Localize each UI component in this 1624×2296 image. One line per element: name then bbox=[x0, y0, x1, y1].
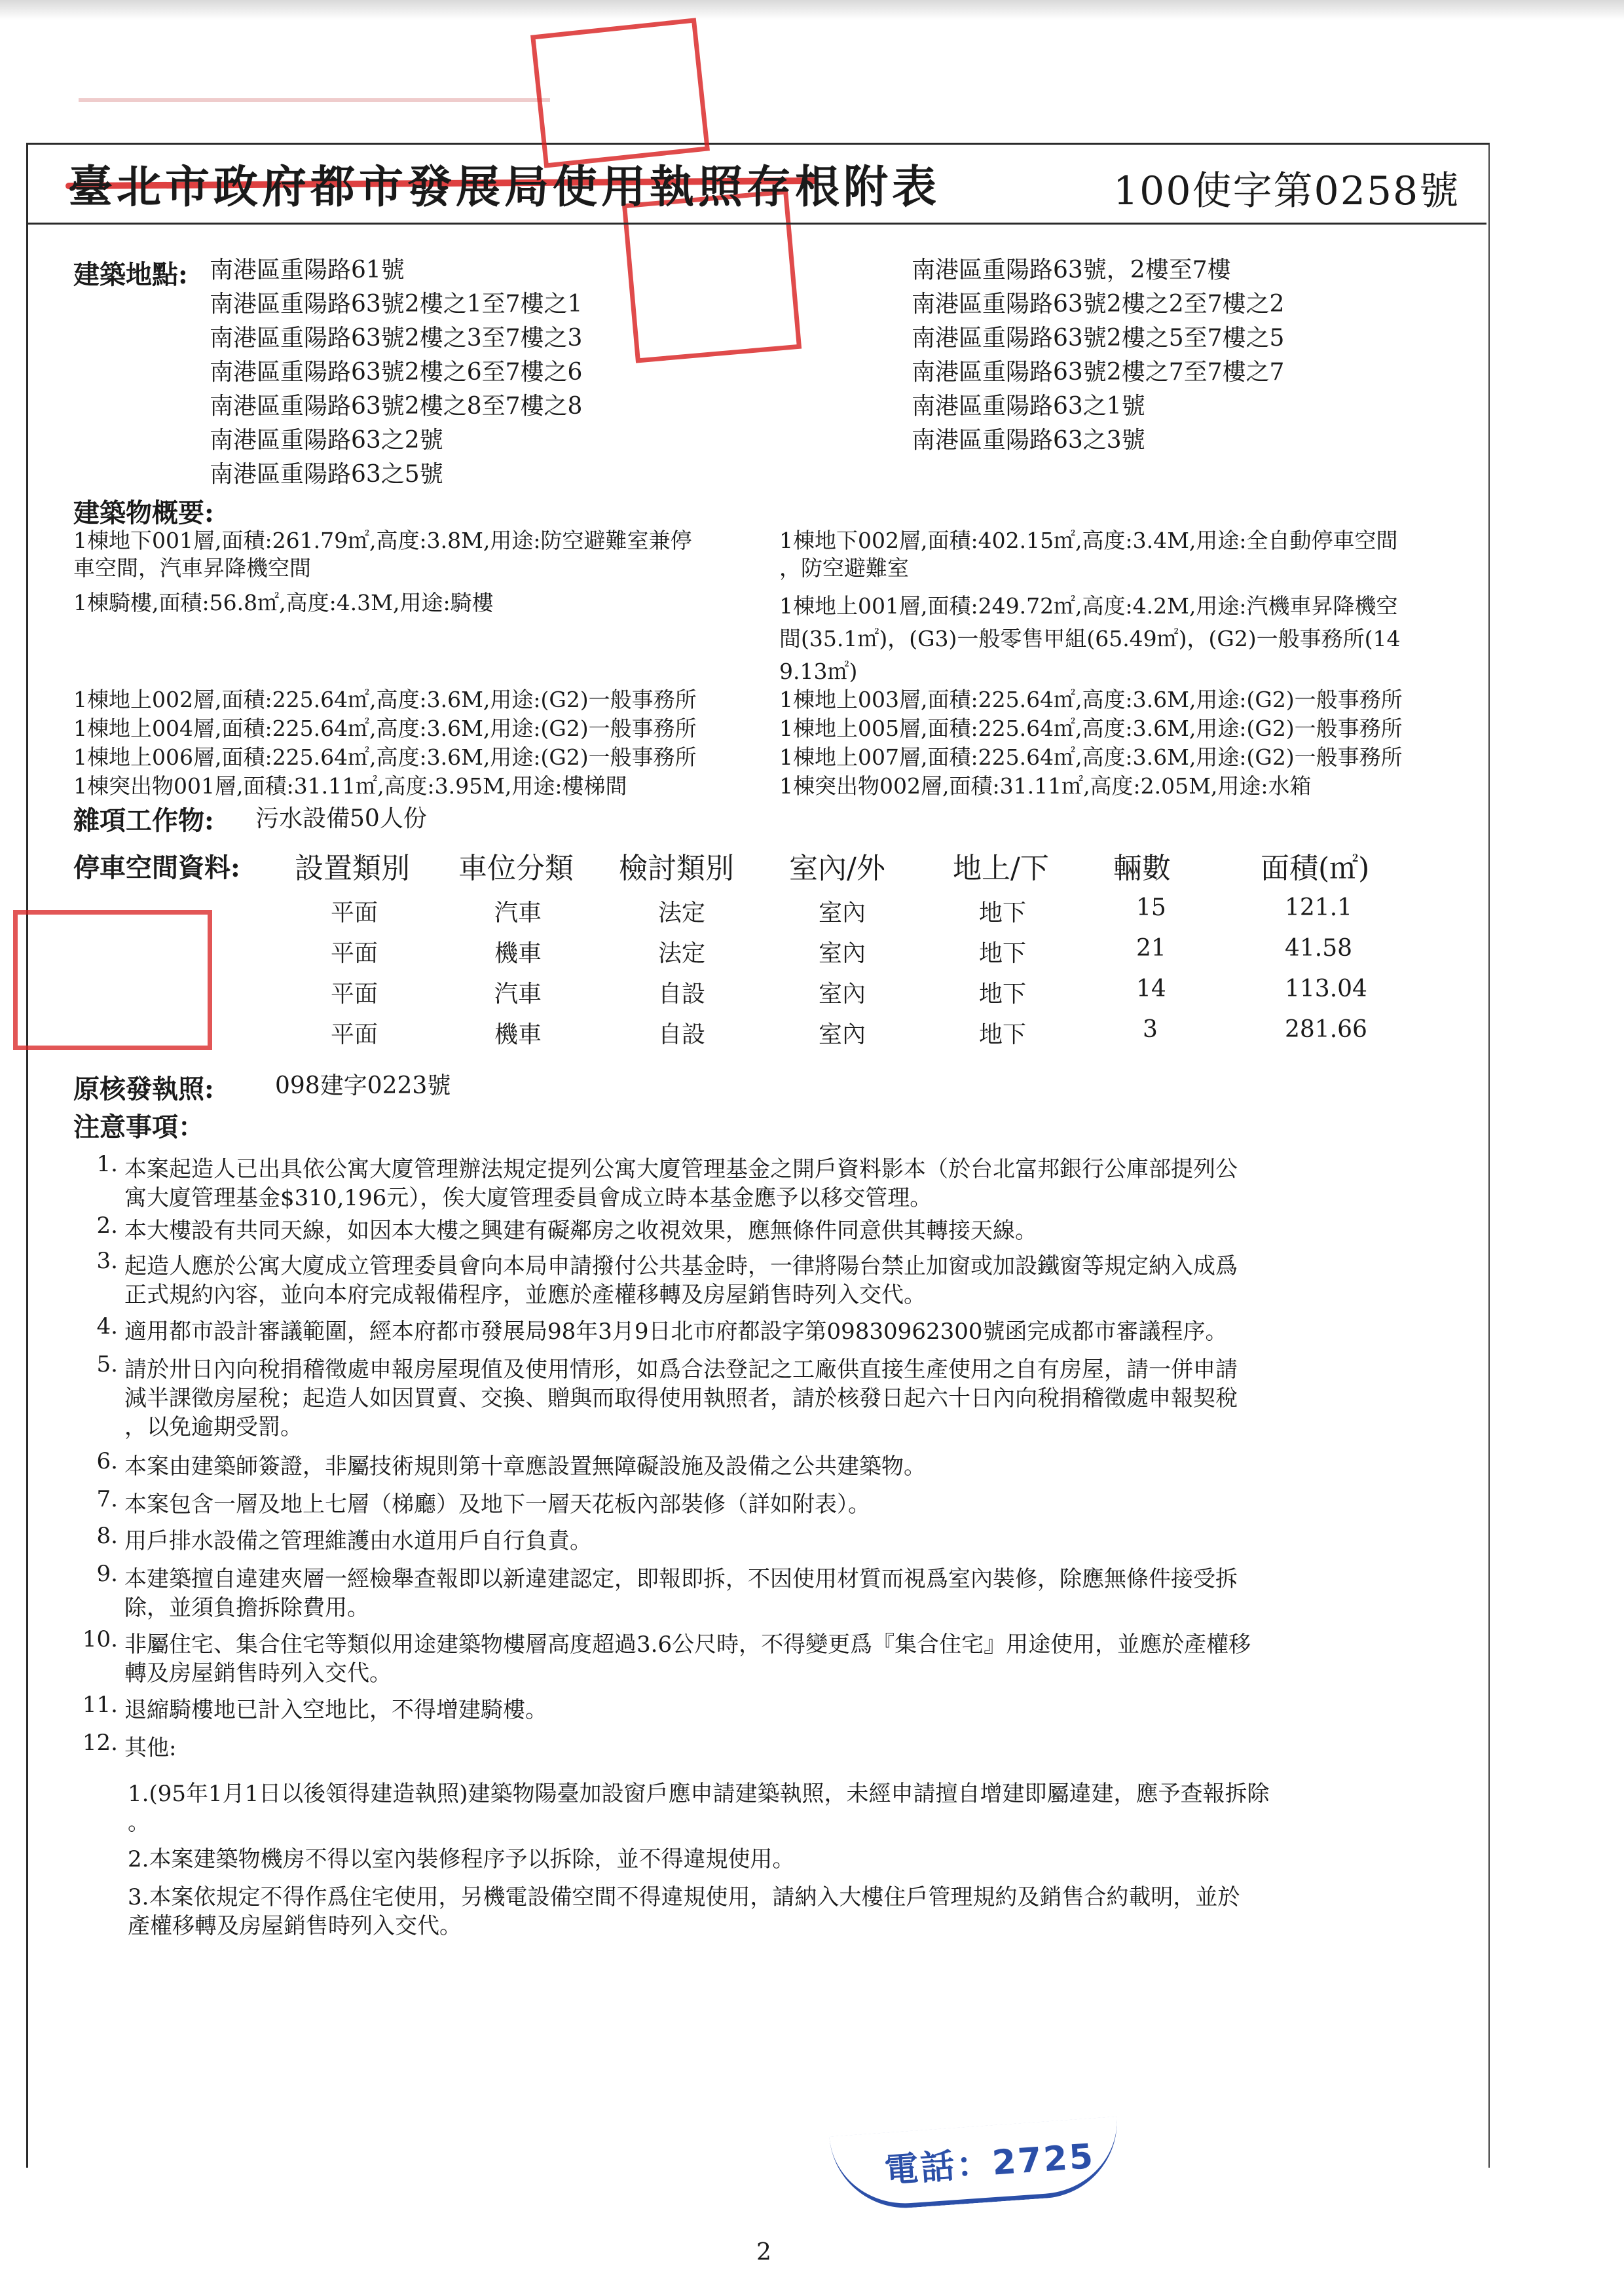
note-number-6: 6. bbox=[96, 1448, 118, 1474]
middle-seal-stamp bbox=[622, 189, 802, 363]
parking-row1-count: 21 bbox=[1136, 935, 1166, 962]
parking-row3-count: 3 bbox=[1143, 1016, 1158, 1043]
parking-header-1: 車位分類 bbox=[458, 852, 574, 885]
building-b10: 1棟地上007層,面積:225.64㎡,高度:3.6M,用途:(G2)一般事務所 bbox=[779, 744, 1403, 770]
note-12-sub3-line1: 3.本案依規定不得作爲住宅使用，另機電設備空間不得違規使用，請納入大樓住戶管理規約及銷售合約載明，並於 bbox=[128, 1884, 1240, 1910]
parking-row2-vehicle: 汽車 bbox=[494, 981, 542, 1008]
address-right-1: 南港區重陽路63號2樓之2至7樓之2 bbox=[912, 291, 1285, 318]
note-number-4: 4. bbox=[96, 1313, 118, 1339]
parking-row2-review: 自設 bbox=[658, 981, 706, 1008]
note-5-line3: ，以免逾期受罰。 bbox=[124, 1414, 303, 1440]
parking-row3-indoor: 室內 bbox=[819, 1021, 866, 1048]
address-left-4: 南港區重陽路63號2樓之8至7樓之8 bbox=[210, 393, 583, 420]
note-10-line2: 轉及房屋銷售時列入交代。 bbox=[124, 1660, 392, 1686]
parking-row3-review: 自設 bbox=[658, 1021, 706, 1048]
top-seal-stamp bbox=[530, 18, 710, 168]
note-9-line1: 本建築擅自違建夾層一經檢舉查報即以新違建認定，即報即拆，不因使用材質而視爲室內裝修，除應無條件接受拆 bbox=[124, 1566, 1238, 1592]
parking-row0-indoor: 室內 bbox=[819, 900, 866, 926]
address-left-2: 南港區重陽路63號2樓之3至7樓之3 bbox=[210, 325, 583, 352]
address-label: 建築地點: bbox=[73, 259, 188, 290]
building-b4-line2: 間(35.1㎡)，(G3)一般零售甲組(65.49㎡)，(G2)一般事務所(14 bbox=[779, 626, 1401, 651]
note-12-sub3-line2: 產權移轉及房屋銷售時列入交代。 bbox=[128, 1913, 462, 1939]
address-left-1: 南港區重陽路63號2樓之1至7樓之1 bbox=[210, 291, 583, 318]
parking-row0-count: 15 bbox=[1136, 894, 1166, 921]
parking-row0-type: 平面 bbox=[331, 900, 378, 926]
page-number: 2 bbox=[756, 2239, 771, 2266]
address-left-0: 南港區重陽路61號 bbox=[210, 257, 405, 283]
parking-row3-vehicle: 機車 bbox=[494, 1021, 542, 1048]
building-b8: 1棟地上005層,面積:225.64㎡,高度:3.6M,用途:(G2)一般事務所 bbox=[779, 716, 1403, 741]
notes-label: 注意事項： bbox=[73, 1112, 204, 1142]
parking-row0-area: 121.1 bbox=[1285, 894, 1353, 921]
misc-value: 污水設備50人份 bbox=[255, 805, 427, 832]
building-b11: 1棟突出物001層,面積:31.11㎡,高度:3.95M,用途:樓梯間 bbox=[73, 773, 627, 799]
note-number-8: 8. bbox=[96, 1523, 118, 1549]
parking-header-0: 設置類別 bbox=[295, 852, 410, 885]
parking-header-4: 地上/下 bbox=[953, 852, 1049, 885]
note-12-sub1-line2: 。 bbox=[128, 1810, 150, 1836]
note-6: 本案由建築師簽證，非屬技術規則第十章應設置無障礙設施及設備之公共建築物。 bbox=[124, 1453, 926, 1480]
address-right-2: 南港區重陽路63號2樓之5至7樓之5 bbox=[912, 325, 1285, 352]
building-b7: 1棟地上004層,面積:225.64㎡,高度:3.6M,用途:(G2)一般事務所 bbox=[73, 716, 697, 741]
building-label: 建築物概要: bbox=[73, 498, 214, 528]
note-number-7: 7. bbox=[96, 1486, 118, 1512]
parking-row3-level: 地下 bbox=[979, 1021, 1027, 1048]
parking-row0-vehicle: 汽車 bbox=[494, 900, 542, 926]
note-number-11: 11. bbox=[82, 1692, 118, 1718]
building-b3: 1棟騎樓,面積:56.8㎡,高度:4.3M,用途:騎樓 bbox=[73, 590, 494, 615]
document-title: 臺北市政府都市發展局使用執照存根附表 bbox=[68, 161, 941, 213]
note-8: 用戶排水設備之管理維護由水道用戶自行負責。 bbox=[124, 1528, 592, 1554]
note-12-sub2: 2.本案建築物機房不得以室內裝修程序予以拆除，並不得違規使用。 bbox=[128, 1846, 795, 1872]
note-2: 本大樓設有共同天線，如因本大樓之興建有礙鄰房之收視效果，應無條件同意供其轉接天線。 bbox=[124, 1218, 1037, 1244]
address-right-5: 南港區重陽路63之3號 bbox=[912, 427, 1145, 454]
address-right-3: 南港區重陽路63號2樓之7至7樓之7 bbox=[912, 359, 1285, 386]
note-number-9: 9. bbox=[96, 1561, 118, 1587]
note-12-sub1-line1: 1.(95年1月1日以後領得建造執照)建築物陽臺加設窗戶應申請建築執照，未經申請擅自增建即屬違建，應予查報拆除 bbox=[128, 1781, 1270, 1807]
note-1-line2: 寓大廈管理基金$310,196元），俟大廈管理委員會成立時本基金應予以移交管理。 bbox=[124, 1185, 932, 1211]
note-3-line1: 起造人應於公寓大廈成立管理委員會向本局申請撥付公共基金時，一律將陽台禁止加窗或加設鐵窗等規定納入成爲 bbox=[124, 1253, 1238, 1279]
note-number-12: 12. bbox=[82, 1730, 118, 1756]
parking-row1-level: 地下 bbox=[979, 940, 1027, 967]
title-underline bbox=[26, 223, 1486, 225]
note-number-5: 5. bbox=[96, 1351, 118, 1377]
parking-header-5: 輛數 bbox=[1113, 852, 1171, 885]
building-b4-line3: 9.13㎡) bbox=[779, 659, 858, 684]
parking-row2-level: 地下 bbox=[979, 981, 1027, 1008]
note-5-line1: 請於卅日內向稅捐稽徵處申報房屋現值及使用情形，如爲合法登記之工廠供直接生產使用之自有房屋，請一併申請 bbox=[124, 1357, 1238, 1383]
faint-header-stroke bbox=[79, 98, 550, 102]
note-number-1: 1. bbox=[96, 1151, 118, 1177]
note-11: 退縮騎樓地已計入空地比，不得增建騎樓。 bbox=[124, 1697, 547, 1723]
permit-number: 100使字第0258號 bbox=[1113, 168, 1460, 214]
note-3-line2: 正式規約內容，並向本府完成報備程序，並應於產權移轉及房屋銷售時列入交代。 bbox=[124, 1282, 926, 1308]
original-permit-value: 098建字0223號 bbox=[275, 1072, 451, 1099]
building-b2-line2: ，防空避難室 bbox=[779, 555, 909, 581]
parking-label: 停車空間資料: bbox=[73, 852, 240, 883]
note-12: 其他: bbox=[124, 1735, 177, 1761]
building-b5: 1棟地上002層,面積:225.64㎡,高度:3.6M,用途:(G2)一般事務所 bbox=[73, 687, 697, 712]
parking-row3-area: 281.66 bbox=[1285, 1016, 1367, 1043]
parking-row2-type: 平面 bbox=[331, 981, 378, 1008]
address-left-5: 南港區重陽路63之2號 bbox=[210, 427, 443, 454]
note-number-2: 2. bbox=[96, 1212, 118, 1239]
note-10-line1: 非屬住宅、集合住宅等類似用途建築物樓層高度超過3.6公尺時，不得變更爲『集合住宅』用途使用，並應於產權移 bbox=[124, 1631, 1251, 1658]
phone-stamp-text: 電話：2725 bbox=[883, 2136, 1096, 2191]
parking-row2-count: 14 bbox=[1136, 975, 1166, 1002]
note-1-line1: 本案起造人已出具依公寓大廈管理辦法規定提列公寓大廈管理基金之開戶資料影本（於台北富邦銀行公庫部提列公 bbox=[124, 1156, 1238, 1182]
note-5-line2: 減半課徵房屋稅；起造人如因買賣、交換、贈與而取得使用執照者，請於核發日起六十日內向稅捐稽徵處申報契稅 bbox=[124, 1385, 1238, 1412]
building-b6: 1棟地上003層,面積:225.64㎡,高度:3.6M,用途:(G2)一般事務所 bbox=[779, 687, 1403, 712]
address-left-3: 南港區重陽路63號2樓之6至7樓之6 bbox=[210, 359, 583, 386]
scan-top-edge bbox=[0, 0, 1624, 20]
note-4: 適用都市設計審議範圍，經本府都市發展局98年3月9日北市府都設字第09830962300號函完成都市審議程序。 bbox=[124, 1319, 1228, 1345]
building-b1-line2: 車空間，汽車昇降機空間 bbox=[73, 555, 311, 581]
parking-row3-type: 平面 bbox=[331, 1021, 378, 1048]
note-7: 本案包含一層及地上七層（梯廳）及地下一層天花板內部裝修（詳如附表）。 bbox=[124, 1491, 870, 1518]
building-b2-line1: 1棟地下002層,面積:402.15㎡,高度:3.4M,用途:全自動停車空間 bbox=[779, 528, 1398, 553]
parking-row2-area: 113.04 bbox=[1285, 975, 1367, 1002]
parking-row1-type: 平面 bbox=[331, 940, 378, 967]
parking-header-6: 面積(㎡) bbox=[1261, 852, 1370, 885]
building-b12: 1棟突出物002層,面積:31.11㎡,高度:2.05M,用途:水箱 bbox=[779, 773, 1312, 799]
parking-row0-level: 地下 bbox=[979, 900, 1027, 926]
parking-row0-review: 法定 bbox=[658, 900, 706, 926]
note-number-10: 10. bbox=[82, 1626, 118, 1652]
parking-header-3: 室內/外 bbox=[789, 852, 885, 885]
address-left-6: 南港區重陽路63之5號 bbox=[210, 461, 443, 488]
note-9-line2: 除，並須負擔拆除費用。 bbox=[124, 1595, 369, 1621]
note-number-3: 3. bbox=[96, 1248, 118, 1274]
original-permit-label: 原核發執照: bbox=[73, 1074, 214, 1104]
parking-row1-review: 法定 bbox=[658, 940, 706, 967]
address-right-0: 南港區重陽路63號，2樓至7樓 bbox=[912, 257, 1231, 283]
misc-label: 雜項工作物: bbox=[73, 805, 214, 836]
address-right-4: 南港區重陽路63之1號 bbox=[912, 393, 1145, 420]
parking-row1-area: 41.58 bbox=[1285, 935, 1353, 962]
left-seal-stamp bbox=[13, 910, 212, 1050]
parking-row2-indoor: 室內 bbox=[819, 981, 866, 1008]
building-b9: 1棟地上006層,面積:225.64㎡,高度:3.6M,用途:(G2)一般事務所 bbox=[73, 744, 697, 770]
parking-row1-vehicle: 機車 bbox=[494, 940, 542, 967]
building-b4-line1: 1棟地上001層,面積:249.72㎡,高度:4.2M,用途:汽機車昇降機空 bbox=[779, 593, 1398, 619]
parking-header-2: 檢討類別 bbox=[619, 852, 734, 885]
parking-row1-indoor: 室內 bbox=[819, 940, 866, 967]
building-b1-line1: 1棟地下001層,面積:261.79㎡,高度:3.8M,用途:防空避難室兼停 bbox=[73, 528, 692, 553]
